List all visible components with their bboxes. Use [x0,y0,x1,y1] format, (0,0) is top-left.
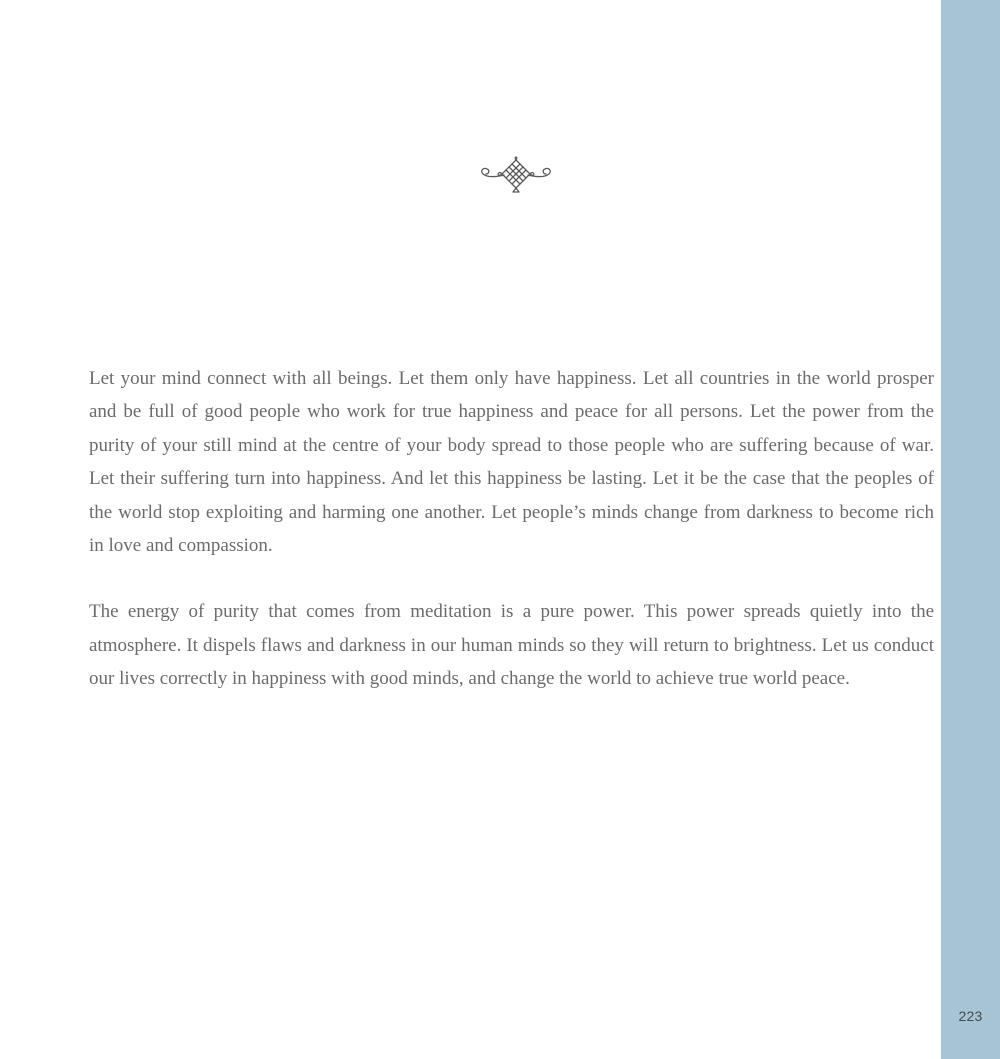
knot-flourish-icon [478,155,558,195]
body-text [89,362,934,729]
page-number: 223 [958,1008,983,1024]
paragraph-1: Let your mind connect with all beings. Let them only have happiness. Let all countries in the world prosper and be full of good people who work for true happiness and peace for all persons. Let the power from the purity of your still mind at the centre of your body spread to those people who are suffering because of war. Let their suffering turn into happiness. And let this happiness be lasting. Let it be the case that the peoples of the world stop exploiting and harming one another. Let people’s minds change from darkness to become rich in love and compassion. [89,368,934,557]
side-color-band [941,0,1000,1059]
paragraph-2: The energy of purity that comes from meditation is a pure power. This power spreads quietly into the atmosphere. It dispels flaws and darkness in our human minds so they will return to brightness. Let us conduct our lives correctly in happiness with good minds, and change the world to achieve true world peace. [89,601,934,690]
